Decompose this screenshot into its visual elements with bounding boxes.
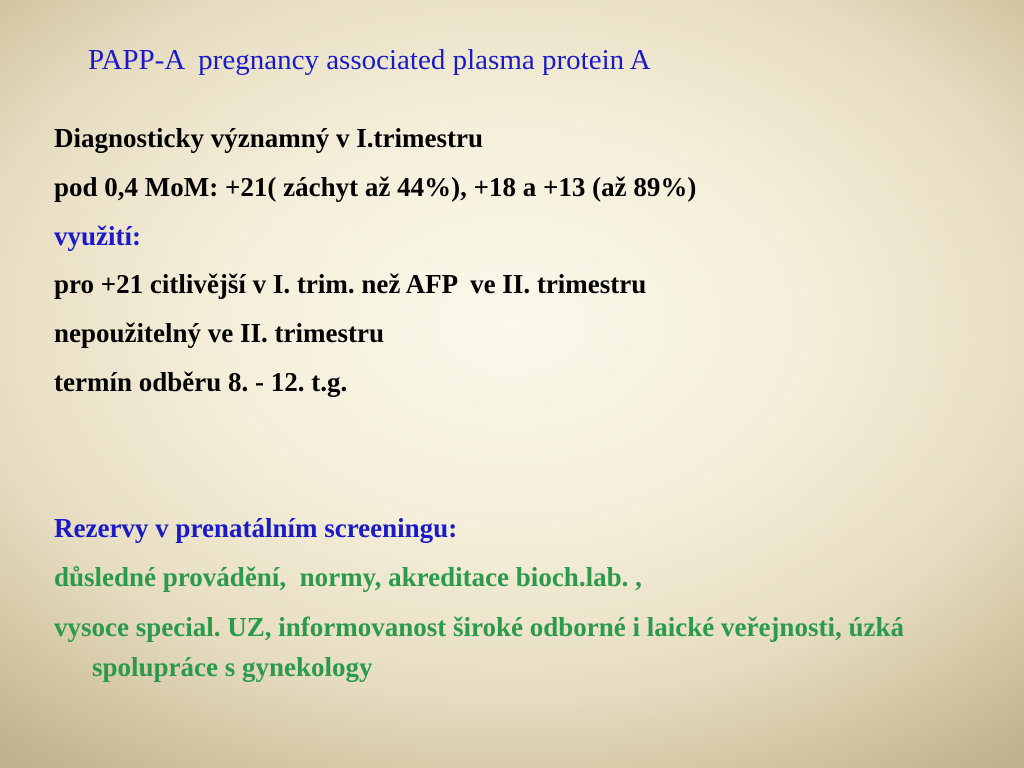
body-line-mom: pod 0,4 MoM: +21( záchyt až 44%), +18 a +13 (až 89%) xyxy=(54,171,697,202)
slide-body xyxy=(54,120,954,687)
body-line-unusable: nepoužitelný ve II. trimestru xyxy=(54,318,384,349)
body-line-sampling-term: termín odběru 8. - 12. t.g. xyxy=(54,366,348,397)
reserves-heading: Rezervy v prenatálním screeningu: xyxy=(54,512,458,543)
body-line-usage-heading: využití: xyxy=(54,220,141,251)
slide-title: PAPP-A pregnancy associated plasma protein A xyxy=(88,44,651,76)
reserves-line-ultrasound: vysoce special. UZ, informovanost široké odborné i laické veřejnosti, úzká spolupráce s gynekology xyxy=(54,612,904,683)
body-line-diagnostic: Diagnosticky významný v I.trimestru xyxy=(54,123,483,153)
spacer xyxy=(54,413,954,510)
body-line-sensitivity: pro +21 citlivější v I. trim. než AFP ve II. trimestru xyxy=(54,269,647,300)
reserves-line-consistency: důsledné provádění, normy, akreditace bioch.lab. , xyxy=(54,561,642,592)
